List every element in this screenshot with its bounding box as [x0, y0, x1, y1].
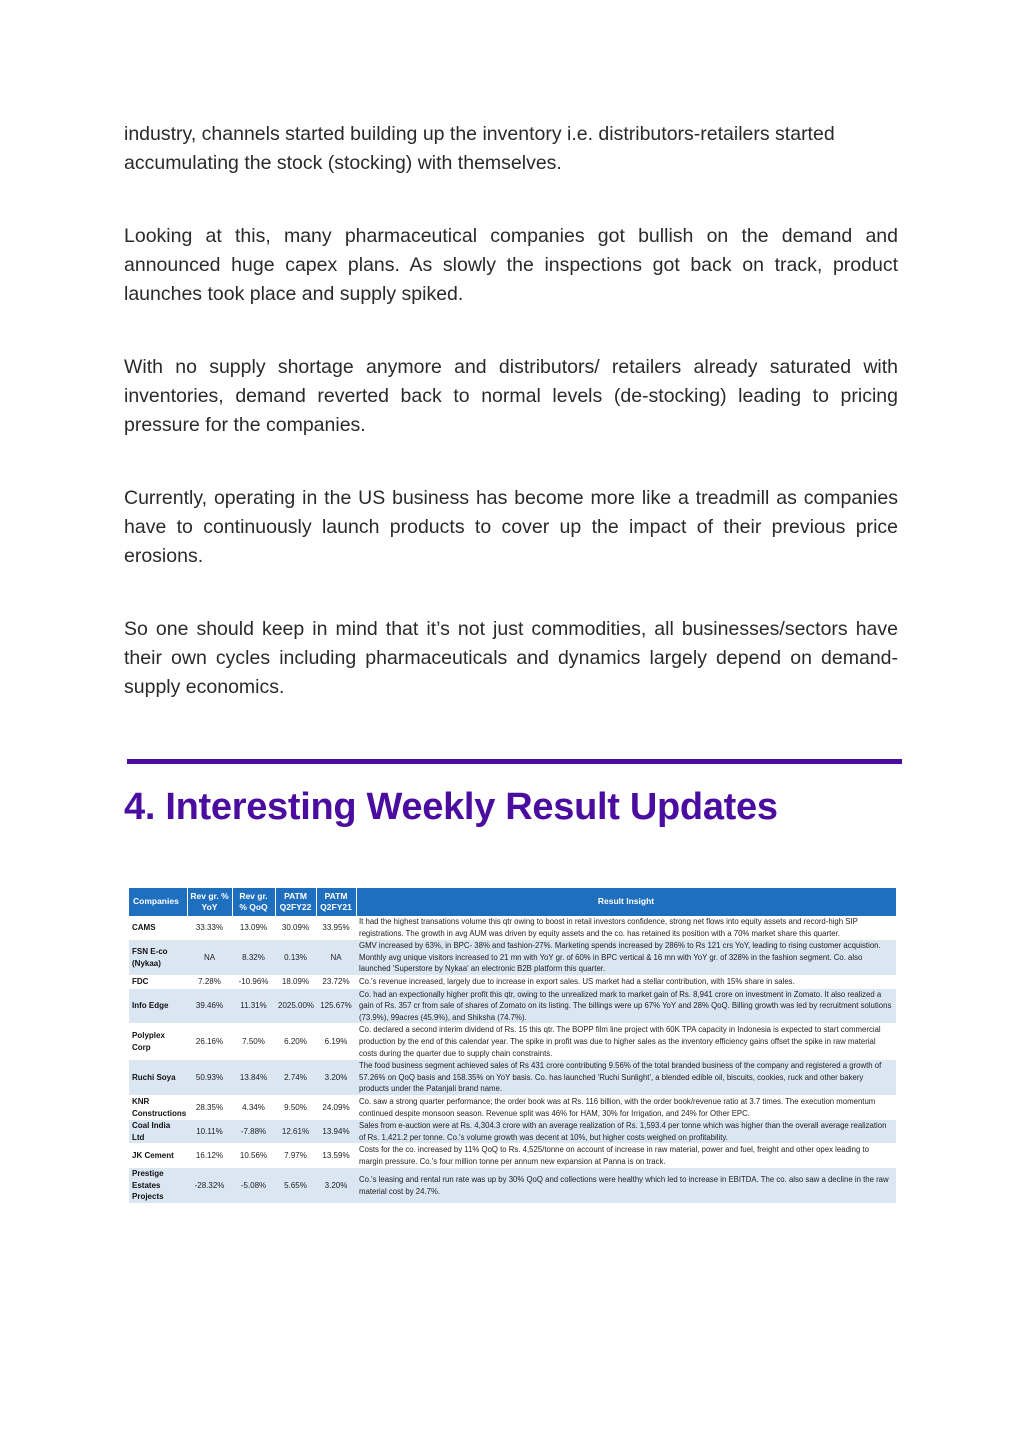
rev-yoy: -28.32%: [187, 1168, 232, 1204]
rev-yoy: 10.11%: [187, 1120, 232, 1144]
patm-q2fy22: 7.97%: [275, 1144, 316, 1168]
header-rev-qoq: Rev gr. % QoQ: [232, 888, 275, 916]
patm-q2fy22: 6.20%: [275, 1024, 316, 1060]
patm-q2fy22: 5.65%: [275, 1168, 316, 1204]
rev-yoy: 39.46%: [187, 988, 232, 1024]
paragraph-5: So one should keep in mind that it’s not just commodities, all businesses/sectors have their own cycles including pharmaceuticals and dynamics largely depend on demand-supply economics.: [124, 618, 898, 698]
patm-q2fy21: 23.72%: [316, 975, 356, 988]
section-title: 4. Interesting Weekly Result Updates: [124, 786, 778, 828]
company-name: Coal India Ltd: [129, 1120, 187, 1144]
patm-q2fy22: 30.09%: [275, 916, 316, 940]
result-insight: The food business segment achieved sales of Rs 431 crore contributing 9.56% of the total branded business of the company and registered a growth of 57.26% on QoQ basis and 158.35% on YoY basis. Co. has launched 'Ruchi Sunlight', a blended edible oil, biscuits, cookies, ruck and other bakery products under the Patanjali brand name.: [356, 1060, 896, 1096]
header-patm-q2fy22: PATM Q2FY22: [275, 888, 316, 916]
paragraph-1: industry, channels started building up the inventory i.e. distributors-retailers started accumulating the stock (stocking) with themselves.: [124, 123, 835, 174]
rev-yoy: NA: [187, 940, 232, 976]
rev-qoq: 13.09%: [232, 916, 275, 940]
paragraph-3: With no supply shortage anymore and distributors/ retailers already saturated with inventories, demand reverted back to normal levels (de-stocking) leading to pricing pressure for the companies.: [124, 356, 898, 436]
company-name: CAMS: [129, 916, 187, 940]
patm-q2fy21: 3.20%: [316, 1168, 356, 1204]
table-row: [129, 1060, 896, 1096]
patm-q2fy21: 13.94%: [316, 1120, 356, 1144]
table-row: [129, 1144, 896, 1168]
table-row: [129, 940, 896, 976]
rev-yoy: 7.28%: [187, 975, 232, 988]
rev-yoy: 33.33%: [187, 916, 232, 940]
company-name: KNR Constructions: [129, 1095, 187, 1119]
table-row: [129, 975, 896, 988]
rev-qoq: 13.84%: [232, 1060, 275, 1096]
table-header-row: [129, 888, 896, 916]
rev-qoq: -10.96%: [232, 975, 275, 988]
patm-q2fy21: 33.95%: [316, 916, 356, 940]
patm-q2fy22: 9.50%: [275, 1095, 316, 1119]
rev-qoq: -7.88%: [232, 1120, 275, 1144]
result-insight: Co.'s leasing and rental run rate was up by 30% QoQ and collections were healthy which led to increase in EBITDA. The co. also saw a decline in the raw material cost by 24.7%.: [356, 1168, 896, 1204]
company-name: Info Edge: [129, 988, 187, 1024]
results-table: [129, 888, 897, 1204]
table-row: [129, 916, 896, 940]
patm-q2fy21: 3.20%: [316, 1060, 356, 1096]
patm-q2fy21: 24.09%: [316, 1095, 356, 1119]
header-rev-yoy: Rev gr. % YoY: [187, 888, 232, 916]
table-row: [129, 988, 896, 1024]
rev-qoq: 11.31%: [232, 988, 275, 1024]
table-row: [129, 1024, 896, 1060]
company-name: Ruchi Soya: [129, 1060, 187, 1096]
paragraph-4: Currently, operating in the US business has become more like a treadmill as companies have to continuously launch products to cover up the impact of their previous price erosions.: [124, 487, 898, 567]
company-name: FDC: [129, 975, 187, 988]
result-insight: Co. saw a strong quarter performance; the order book was at Rs. 116 billion, with the order book/revenue ratio at 3.7 times. The execution momentum continued despite monsoon season. Revenue split was 46% for HAM, 30% for Irrigation, and 24% for Other EPC.: [356, 1095, 896, 1119]
patm-q2fy22: 2025.00%: [275, 988, 316, 1024]
patm-q2fy21: 13.59%: [316, 1144, 356, 1168]
rev-qoq: 10.56%: [232, 1144, 275, 1168]
result-insight: Co. had an expectionally higher profit this qtr, owing to the unrealized mark to market gain of Rs. 8,941 crore on investment in Zomato. It also realized a gain of Rs. 357 cr from sale of shares of Zomato on its listing. The billings were up 67% YoY and 28% QoQ. Billing growth was led by recruitment solutions (73.9%), 99acres (45.9%), and Shiksha (74.7%).: [356, 988, 896, 1024]
result-insight: It had the highest transations volume this qtr owing to boost in retail investors confidence, strong net flows into equity assets and record-high SIP registrations. The growth in avg AUM was driven by equity assets and the co. has retained its position with a 70% market share this quarter.: [356, 916, 896, 940]
company-name: Prestige Estates Projects: [129, 1168, 187, 1204]
rev-yoy: 26.16%: [187, 1024, 232, 1060]
header-patm-q2fy21: PATM Q2FY21: [316, 888, 356, 916]
results-table-container: [129, 888, 896, 1204]
section-divider: [127, 759, 902, 764]
header-companies: Companies: [129, 888, 187, 916]
patm-q2fy22: 2.74%: [275, 1060, 316, 1096]
rev-qoq: 7.50%: [232, 1024, 275, 1060]
patm-q2fy22: 18.09%: [275, 975, 316, 988]
rev-qoq: 8.32%: [232, 940, 275, 976]
rev-yoy: 16.12%: [187, 1144, 232, 1168]
result-insight: Co. declared a second interim dividend of Rs. 15 this qtr. The BOPP film line project with 60K TPA capacity in Indonesia is expected to start commercial production by the end of this calendar year. The spike in profit was due to higher sales as the inventory efficiency gains offset the spike in raw material costs during the quarter due to supply chain constraints.: [356, 1024, 896, 1060]
result-insight: GMV increased by 63%, in BPC- 38% and fashion-27%. Marketing spends increased by 286% to Rs 121 crs YoY, leading to rising customer acquistion. Monthly avg unique visitors increased to 21 mn with YoY gr. of 60% in BPC vertical & 16 mn with YoY gr. of 328% in the fashion segment. Co. also launched 'Superstore by Nykaa' an electronic B2B platform this quarter.: [356, 940, 896, 976]
header-result-insight: Result Insight: [356, 888, 896, 916]
paragraph-2: Looking at this, many pharmaceutical companies got bullish on the demand and announced huge capex plans. As slowly the inspections got back on track, product launches took place and supply spiked.: [124, 225, 898, 305]
result-insight: Sales from e-auction were at Rs. 4,304.3 crore with an average realization of Rs. 1,593.4 per tonne which was higher than the overall average realization of Rs. 1,421.2 per tonne. Co.'s volume growth was decent at 10%, but higher costs weighed on profitability.: [356, 1120, 896, 1144]
table-row: [129, 1168, 896, 1204]
article-body: [124, 120, 898, 746]
table-row: [129, 1120, 896, 1144]
patm-q2fy22: 0.13%: [275, 940, 316, 976]
patm-q2fy21: 6.19%: [316, 1024, 356, 1060]
rev-yoy: 28.35%: [187, 1095, 232, 1119]
patm-q2fy21: 125.67%: [316, 988, 356, 1024]
rev-yoy: 50.93%: [187, 1060, 232, 1096]
result-insight: Co.'s revenue increased, largely due to increase in export sales. US market had a stellar contribution, with 15% share in sales.: [356, 975, 896, 988]
patm-q2fy21: NA: [316, 940, 356, 976]
table-row: [129, 1095, 896, 1119]
rev-qoq: -5.08%: [232, 1168, 275, 1204]
result-insight: Costs for the co. increased by 11% QoQ to Rs. 4,525/tonne on account of increase in raw material, power and fuel, freight and other opex leading to margin pressure. Co.'s four million tonne per annum new expansion at Panna is on track.: [356, 1144, 896, 1168]
rev-qoq: 4.34%: [232, 1095, 275, 1119]
patm-q2fy22: 12.61%: [275, 1120, 316, 1144]
company-name: JK Cement: [129, 1144, 187, 1168]
company-name: FSN E-co (Nykaa): [129, 940, 187, 976]
company-name: Polyplex Corp: [129, 1024, 187, 1060]
